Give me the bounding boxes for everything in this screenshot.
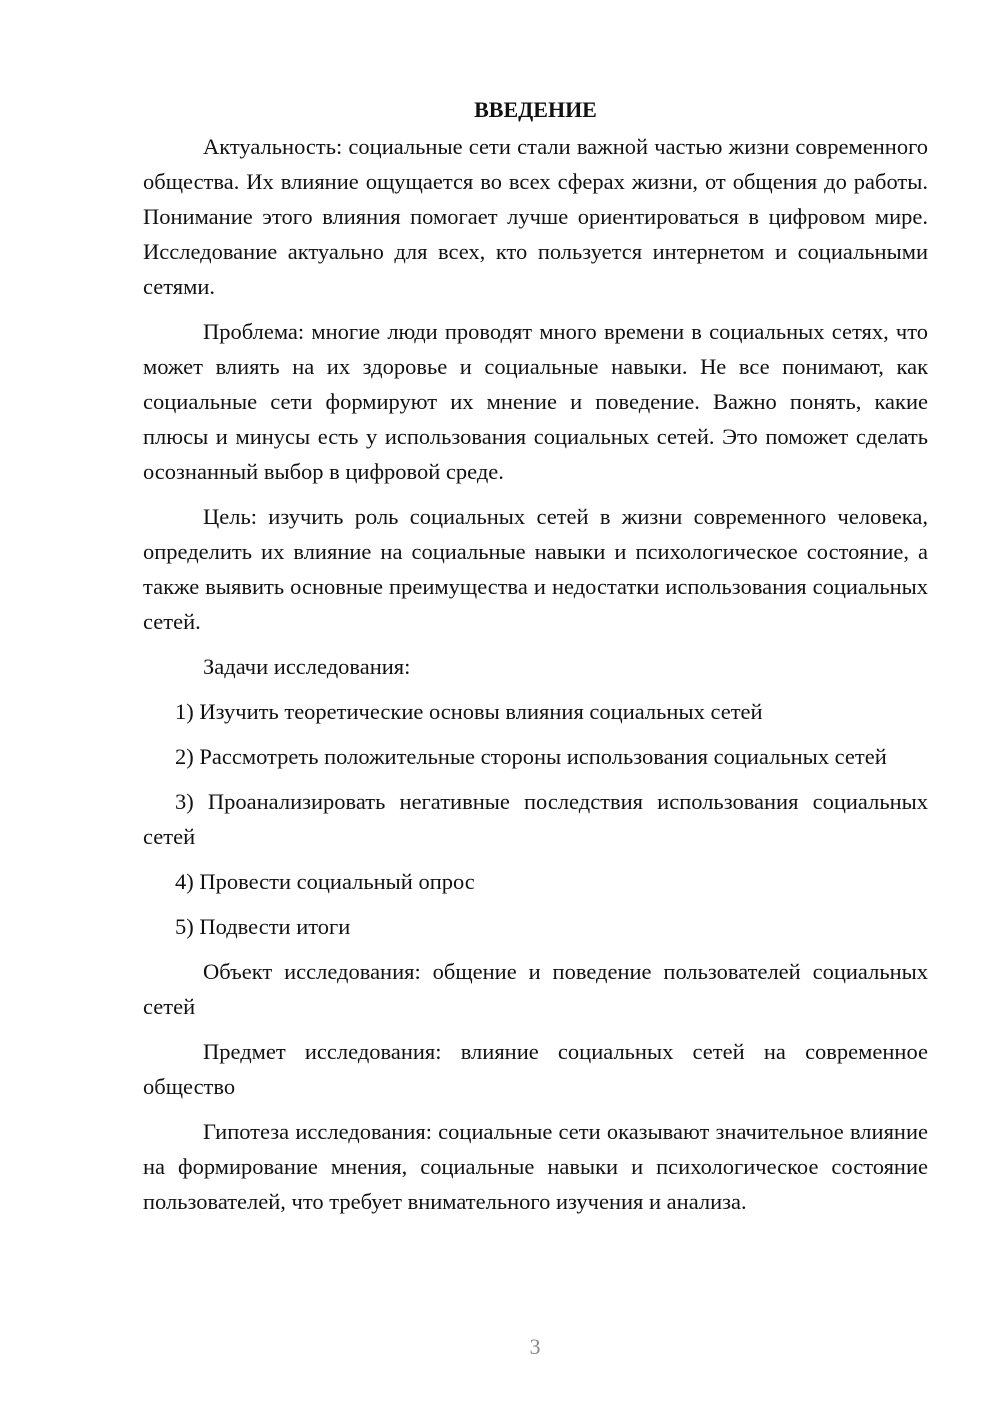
task-item: 4) Провести социальный опрос (175, 869, 475, 894)
paragraph-subject: Предмет исследования: влияние социальных сетей на современное общество (143, 1039, 928, 1099)
page-number: 3 (529, 1334, 541, 1359)
paragraph-hypothesis: Гипотеза исследования: социальные сети оказывают значительное влияние на формирование мнения, социальные навыки и психологическое состояние пользователей, что требует внимательного изучения и анализа. (143, 1119, 928, 1214)
paragraph-object: Объект исследования: общение и поведение пользователей социальных сетей (143, 959, 928, 1019)
paragraph-goal: Цель: изучить роль социальных сетей в жизни современного человека, определить их влияние на социальные навыки и психологическое состояние, а также выявить основные преимущества и недостатки использования социальных сетей. (143, 504, 928, 634)
task-item: 2) Рассмотреть положительные стороны использования социальных сетей (175, 744, 887, 769)
task-item: 5) Подвести итоги (175, 914, 351, 939)
paragraph-relevance: Актуальность: социальные сети стали важной частью жизни современного общества. Их влияние ощущается во всех сферах жизни, от общения до работы. Понимание этого влияния помогает лучше ориентироваться в цифровом мире. Исследование актуально для всех, кто пользуется интернетом и социальными сетями. (143, 134, 928, 299)
paragraph-tasks-heading: Задачи исследования: (203, 654, 411, 679)
paragraph-problem: Проблема: многие люди проводят много времени в социальных сетях, что может влиять на их здоровье и социальные навыки. Не все понимают, как социальные сети формируют их мнение и поведение. Важно понять, какие плюсы и минусы есть у использования социальных сетей. Это поможет сделать осознанный выбор в цифровой среде. (143, 319, 928, 484)
document-page (143, 95, 928, 1229)
task-item: 3) Проанализировать негативные последствия использования социальных сетей (143, 789, 928, 849)
page-title: ВВЕДЕНИЕ (474, 97, 597, 122)
task-item: 1) Изучить теоретические основы влияния социальных сетей (175, 699, 763, 724)
